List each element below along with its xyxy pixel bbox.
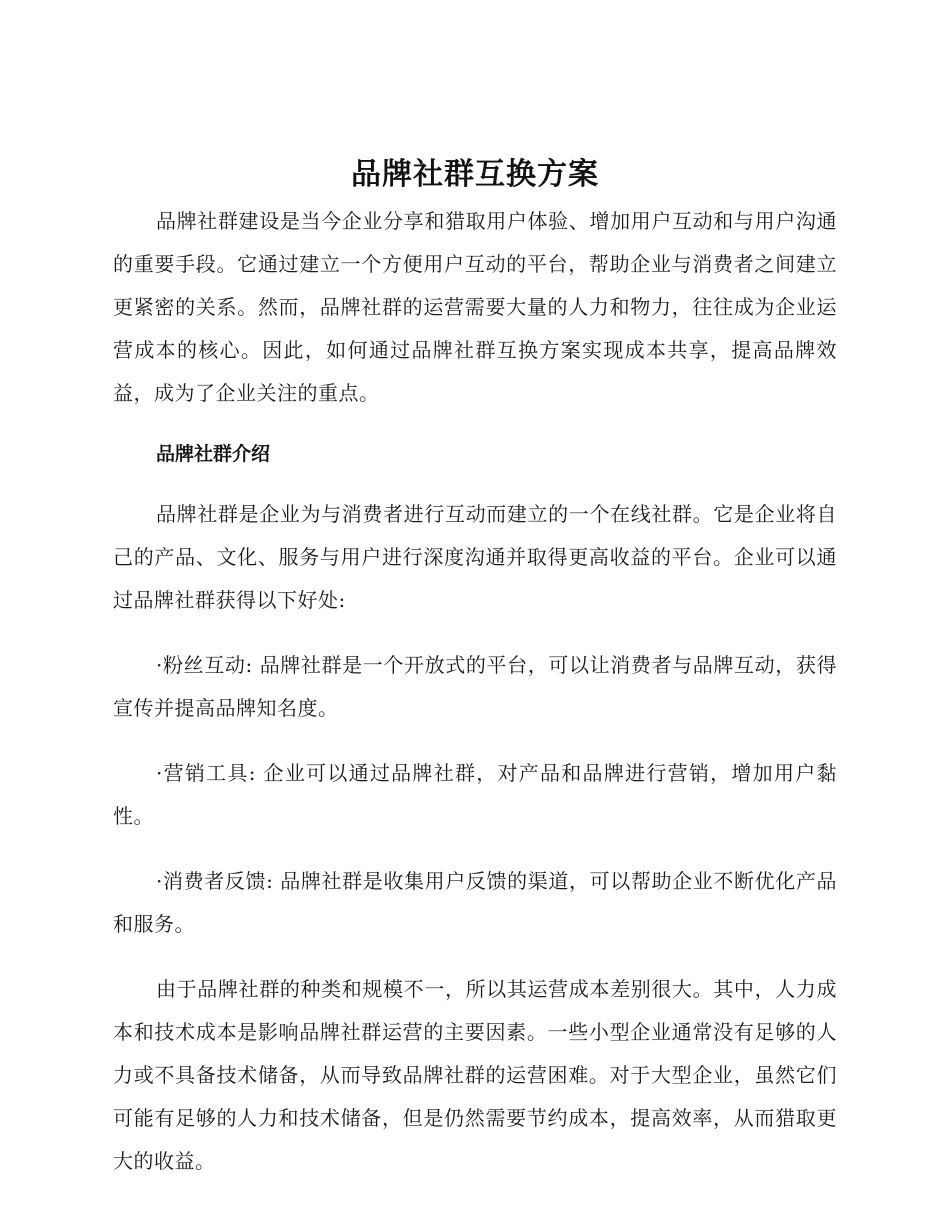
bullet-dot: · [156, 761, 163, 785]
bullet-text: 消费者反馈: 品牌社群是收集用户反馈的渠道，可以帮助企业不断优化产品和服务。 [113, 869, 837, 936]
spacer [113, 838, 837, 860]
bullet-item [113, 752, 837, 838]
document-page [113, 150, 837, 1183]
bullet-dot: · [156, 653, 163, 677]
bullet-item [113, 860, 837, 946]
closing-paragraph: 由于品牌社群的种类和规模不一，所以其运营成本差别很大。其中，人力成本和技术成本是影响品牌社群运营的主要因素。一些小型企业通常没有足够的人力或不具备技术储备，从而导致品牌社群的运营困难。对于大型企业，虽然它们可能有足够的人力和技术储备，但是仍然需要节约成本，提高效率，从而猎取更大的收益。 [113, 977, 837, 1173]
spacer [113, 622, 837, 644]
bullet-dot: · [156, 869, 163, 893]
bullet-item [113, 644, 837, 730]
bullet-text: 营销工具: 企业可以通过品牌社群，对产品和品牌进行营销，增加用户黏性。 [113, 761, 837, 828]
bullet-text: 粉丝互动: 品牌社群是一个开放式的平台，可以让消费者与品牌互动，获得宣传并提高品牌知名度。 [113, 653, 837, 720]
document-title: 品牌社群互换方案 [351, 157, 599, 192]
section-heading: 品牌社群介绍 [156, 443, 271, 465]
spacer [113, 730, 837, 752]
spacer [113, 946, 837, 968]
intro-paragraph: 品牌社群建设是当今企业分享和猎取用户体验、增加用户互动和与用户沟通的重要手段。它通过建立一个方便用户互动的平台，帮助企业与消费者之间建立更紧密的关系。然而，品牌社群的运营需要大量的人力和物力，往往成为企业运营成本的核心。因此，如何通过品牌社群互换方案实现成本共享，提高品牌效益，成为了企业关注的重点。 [113, 209, 837, 405]
section-intro-paragraph: 品牌社群是企业为与消费者进行互动而建立的一个在线社群。它是企业将自己的产品、文化、服务与用户进行深度沟通并取得更高收益的平台。企业可以通过品牌社群获得以下好处: [113, 502, 837, 612]
